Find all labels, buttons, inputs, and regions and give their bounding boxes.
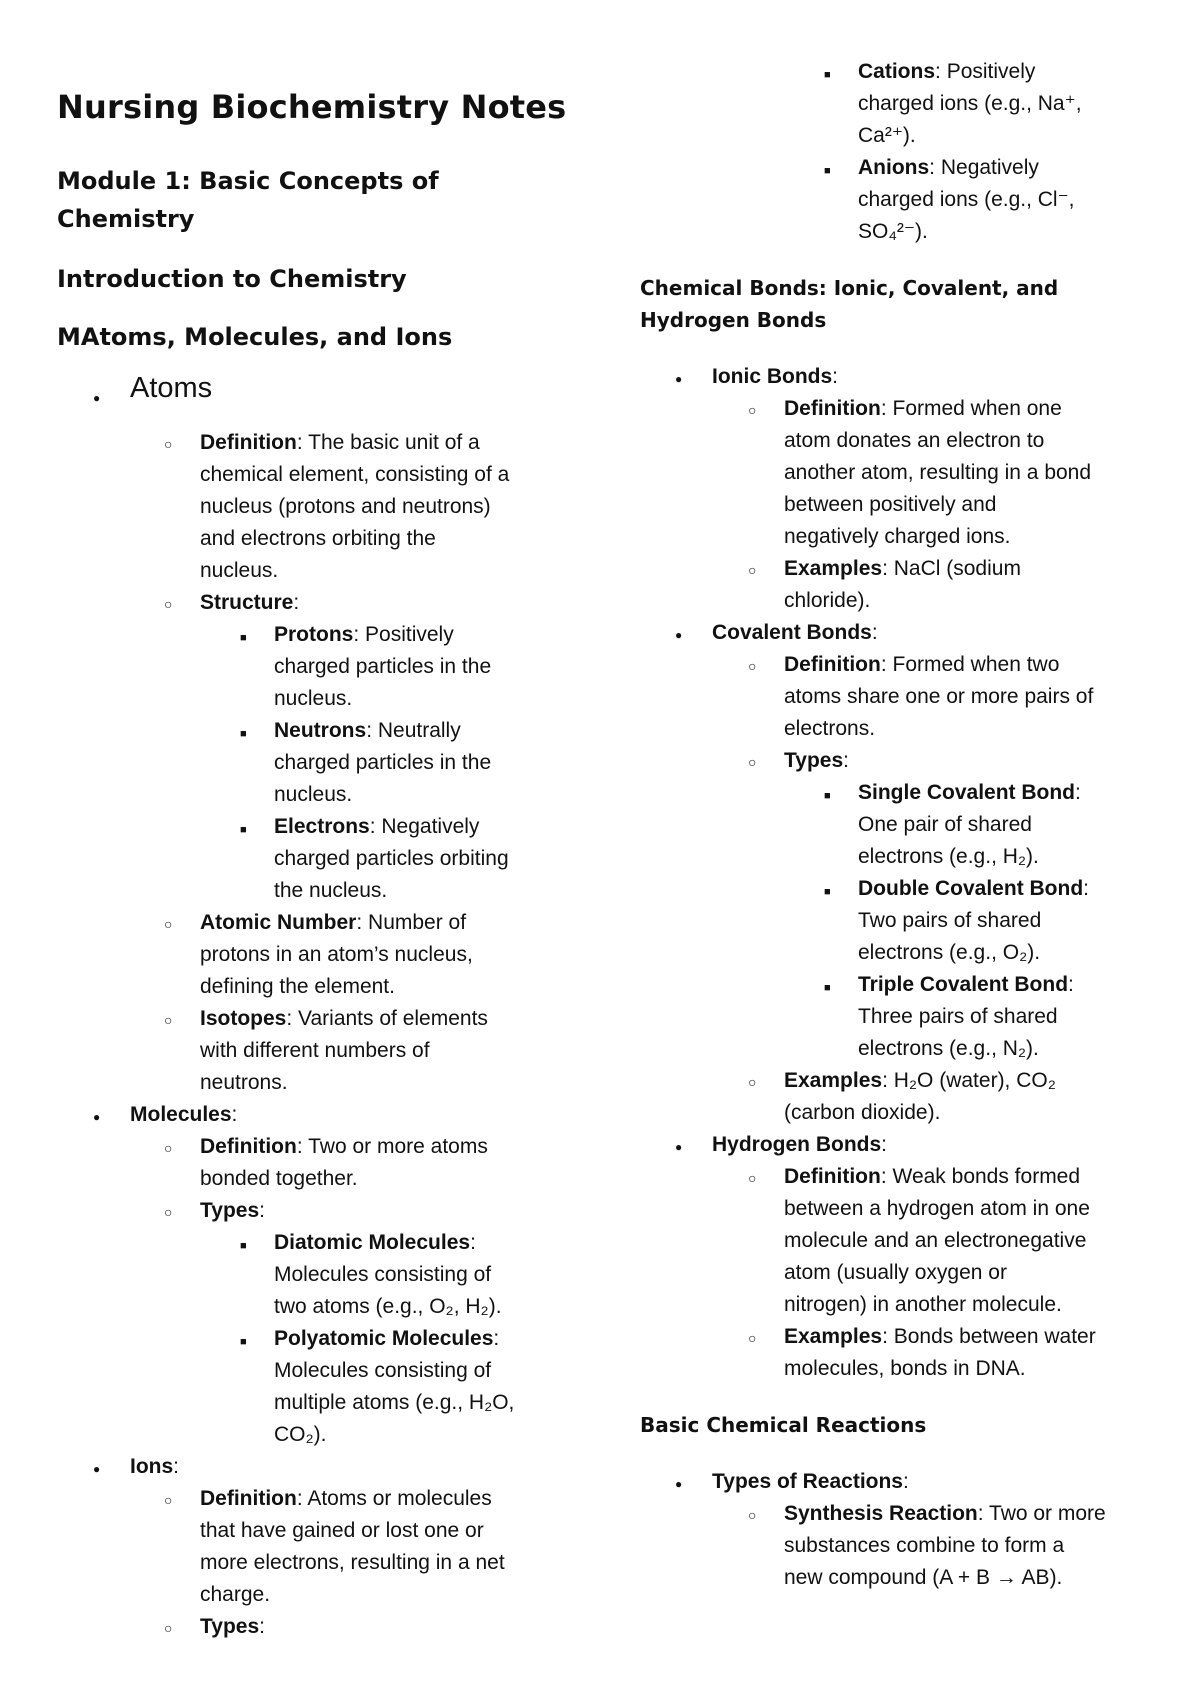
polyatomic-item: Polyatomic Molecules: Molecules consisting of multiple atoms (e.g., H₂O, CO₂). [274,1327,515,1446]
ionic-bonds-item: Ionic Bonds: [712,365,839,388]
bullet-square-icon [824,56,831,91]
covalent-examples: Examples: H₂O (water), CO₂ (carbon dioxide). [784,1069,1056,1124]
single-bond-item: Single Covalent Bond: One pair of shared electrons (e.g., H₂). [858,781,1081,868]
intro-heading: Introduction to Chemistry [57,265,407,293]
module-heading: Module 1: Basic Concepts of Chemistry [57,167,439,233]
molecules-item: Molecules: [130,1103,238,1126]
atoms-item: Atoms [130,372,213,404]
bullet-circle-icon [164,1611,172,1644]
bullet-square-icon [240,715,247,750]
bonds-heading: Chemical Bonds: Ionic, Covalent, and Hydrogen Bonds [640,276,1059,332]
bullet-square-icon [824,777,831,812]
bullet-circle-icon [164,907,172,940]
bullet-circle-icon [164,1003,172,1036]
bullet-circle-icon [748,1161,756,1194]
bullet-square-icon [240,811,247,846]
bullet-circle-icon [164,427,172,460]
isotopes-item: Isotopes: Variants of elements with different numbers of neutrons. [200,1007,488,1094]
electrons-item: Electrons: Negatively charged particles orbiting the nucleus. [274,815,509,902]
bullet-square-icon [240,619,247,654]
covalent-definition: Definition: Formed when two atoms share one or more pairs of electrons. [784,653,1094,740]
diatomic-item: Diatomic Molecules: Molecules consisting of two atoms (e.g., O₂, H₂). [274,1231,502,1318]
reactions-heading: Basic Chemical Reactions [640,1413,927,1437]
bullet-circle-icon [748,649,756,682]
ionic-examples: Examples: NaCl (sodium chloride). [784,557,1021,612]
protons-item: Protons: Positively charged particles in the nucleus. [274,623,492,710]
hydrogen-examples: Examples: Bonds between water molecules, bonds in DNA. [784,1325,1096,1380]
bullet-square-icon [240,1323,247,1358]
bullet-dot-icon [675,1129,682,1163]
bullet-circle-icon [748,553,756,586]
bullet-square-icon [824,152,831,187]
ions-definition: Definition: Atoms or molecules that have gained or lost one or more electrons, resulting in a net charge. [200,1487,505,1606]
atoms-section-heading: MAtoms, Molecules, and Ions [57,323,453,351]
bullet-dot-icon [675,617,682,651]
hydrogen-bonds-item: Hydrogen Bonds: [712,1133,888,1156]
bullet-square-icon [824,873,831,908]
bullet-circle-icon [164,587,172,620]
ions-types: Types: [200,1615,265,1638]
triple-bond-item: Triple Covalent Bond: Three pairs of shared electrons (e.g., N₂). [858,973,1074,1060]
bullet-circle-icon [748,745,756,778]
bullet-circle-icon [748,1065,756,1098]
bullet-circle-icon [164,1131,172,1164]
bullet-circle-icon [164,1195,172,1228]
bullet-dot-icon [93,1099,100,1133]
bullet-square-icon [824,969,831,1004]
bullet-circle-icon [748,393,756,426]
covalent-types: Types: [784,749,849,772]
atoms-definition: Definition: The basic unit of a chemical element, consisting of a nucleus (protons and neutrons) and electrons orbiting the nucleus. [200,431,510,582]
bullet-dot-icon [93,1451,100,1485]
synthesis-reaction-item: Synthesis Reaction: Two or more substances combine to form a new compound (A + B → AB). [784,1502,1106,1589]
ionic-definition: Definition: Formed when one atom donates an electron to another atom, resulting in a bond between positively and negatively charged ions. [784,397,1092,548]
covalent-bonds-item: Covalent Bonds: [712,621,878,644]
bullet-square-icon [240,1227,247,1262]
bullet-circle-icon [164,1483,172,1516]
bullet-circle-icon [748,1321,756,1354]
atomic-number-item: Atomic Number: Number of protons in an atom’s nucleus, defining the element. [200,911,473,998]
page-title: Nursing Biochemistry Notes [57,88,567,126]
anions-item: Anions: Negatively charged ions (e.g., Cl⁻, SO₄²⁻). [858,156,1075,243]
molecules-definition: Definition: Two or more atoms bonded together. [200,1135,488,1190]
cations-item: Cations: Positively charged ions (e.g., Na⁺, Ca²⁺). [858,60,1082,147]
hydrogen-definition: Definition: Weak bonds formed between a hydrogen atom in one molecule and an electronegative atom (usually oxygen or nitrogen) in another molecule. [784,1165,1090,1316]
bullet-circle-icon [748,1498,756,1531]
molecules-types: Types: [200,1199,265,1222]
atoms-structure: Structure: [200,591,300,614]
bullet-dot-icon [675,361,682,395]
double-bond-item: Double Covalent Bond: Two pairs of shared electrons (e.g., O₂). [858,877,1090,964]
bullet-dot-icon [675,1466,682,1500]
reaction-types-item: Types of Reactions: [712,1470,909,1493]
neutrons-item: Neutrons: Neutrally charged particles in the nucleus. [274,719,492,806]
ions-item: Ions: [130,1455,180,1478]
bullet-dot-icon [93,380,100,414]
